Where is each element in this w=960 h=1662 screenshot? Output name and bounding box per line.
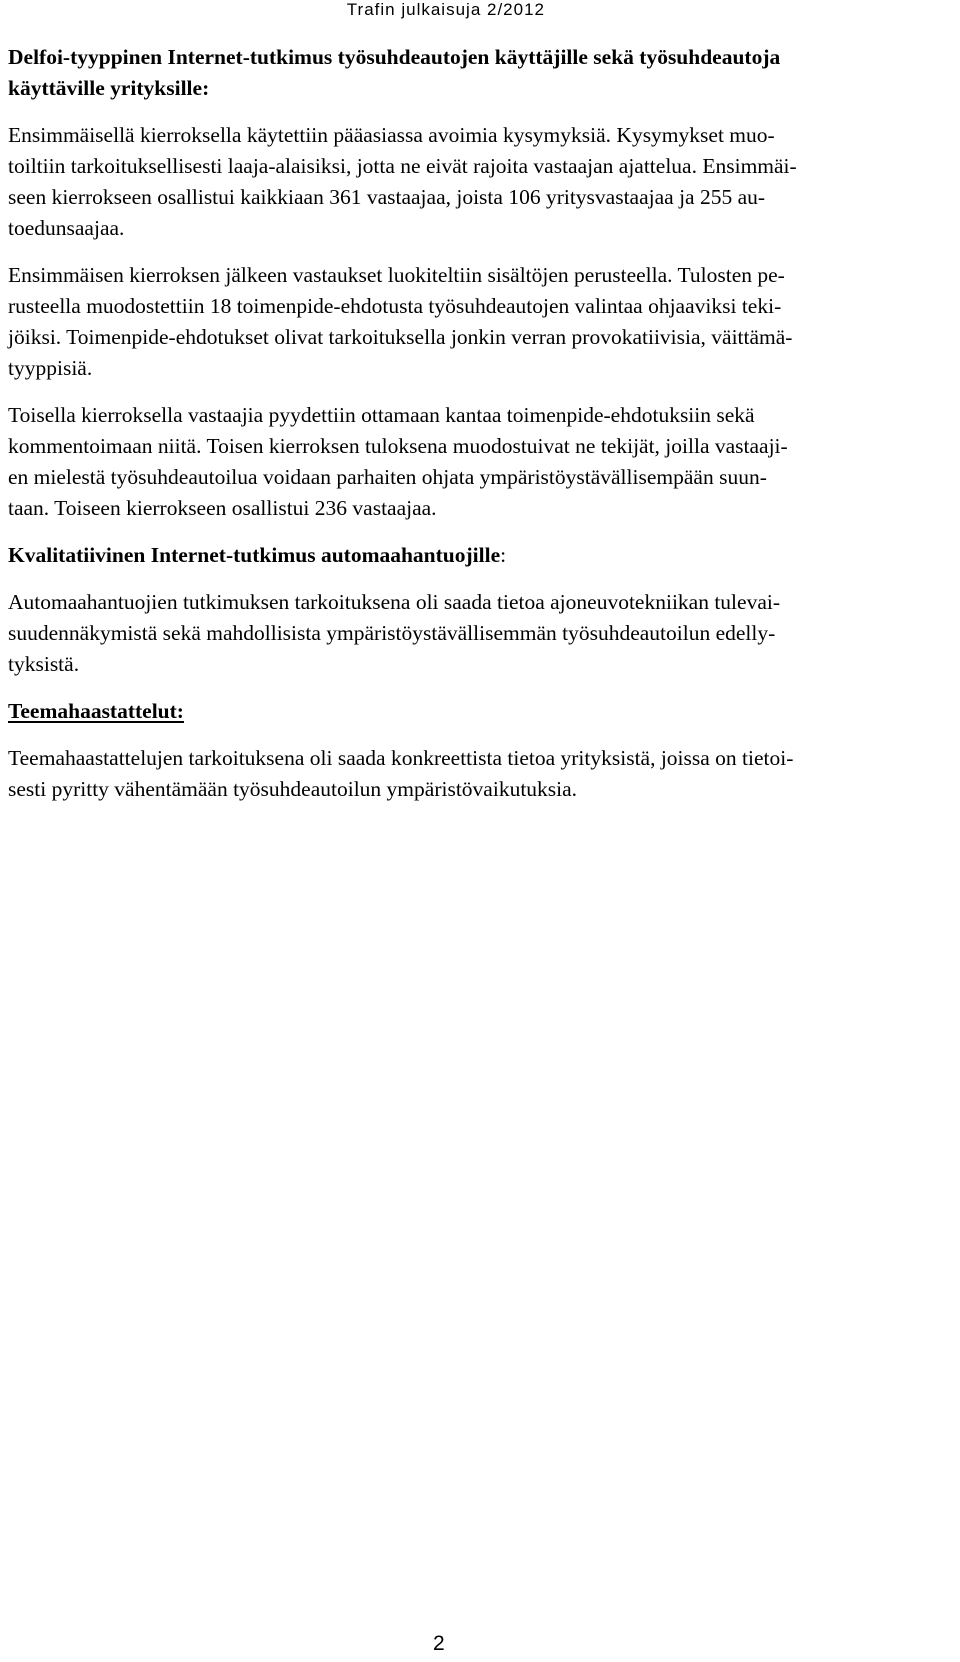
text-line: jöiksi. Toimenpide-ehdotukset olivat tarkoituksella jonkin verran provokatiivisia, väittämä- [8,325,793,349]
text-line: Ensimmäisellä kierroksella käytettiin pääasiassa avoimia kysymyksiä. Kysymykset muo- [8,123,775,147]
heading-line: Teemahaastattelut: [8,699,184,723]
text-line: toedunsaajaa. [8,216,125,240]
text-line: seen kierrokseen osallistui kaikkiaan 361 vastaajaa, joista 106 yritysvastaajaa ja 255 au- [8,185,766,209]
heading-colon: : [500,543,507,567]
document-body [8,42,953,821]
text-line: Toisella kierroksella vastaajia pyydettiin ottamaan kantaa toimenpide-ehdotuksiin sekä [8,403,755,427]
heading-text: Kvalitatiivinen Internet-tutkimus automaahantuojille [8,543,501,567]
text-line: Ensimmäisen kierroksen jälkeen vastaukset luokiteltiin sisältöjen perusteella. Tulosten pe- [8,263,785,287]
text-line: Automaahantuojien tutkimuksen tarkoituksena oli saada tietoa ajoneuvotekniikan tulevai- [8,590,780,614]
page-number: 2 [433,1632,445,1655]
paragraph [8,743,953,805]
text-line: kommentoimaan niitä. Toisen kierroksen tuloksena muodostuivat ne tekijät, joilla vastaaji- [8,434,788,458]
text-line: tyksistä. [8,652,80,676]
text-line: taan. Toiseen kierrokseen osallistui 236 vastaajaa. [8,496,437,520]
text-line: en mielestä työsuhdeautoilua voidaan parhaiten ohjata ympäristöystävällisempään suun- [8,465,767,489]
section-heading-teemahaastattelut [8,696,953,727]
paragraph [8,260,953,384]
section-heading-kvalitatiivinen [8,540,953,571]
heading-line: Delfoi-tyyppinen Internet-tutkimus työsuhdeautojen käyttäjille sekä työsuhdeautoja [8,45,781,69]
section-heading-delfoi [8,42,953,104]
text-line: toiltiin tarkoituksellisesti laaja-alaisiksi, jotta ne eivät rajoita vastaajan ajattelua. Ensimmäi- [8,154,797,178]
heading-line: käyttäville yrityksille: [8,76,210,100]
text-line: Teemahaastattelujen tarkoituksena oli saada konkreettista tietoa yrityksistä, joissa on tietoi- [8,746,794,770]
paragraph [8,120,953,244]
text-line: rusteella muodostettiin 18 toimenpide-ehdotusta työsuhdeautojen valintaa ohjaaviksi teki- [8,294,782,318]
text-line: sesti pyritty vähentämään työsuhdeautoilun ympäristövaikutuksia. [8,777,578,801]
paragraph [8,400,953,524]
text-line: tyyppisiä. [8,356,93,380]
running-header: Trafin julkaisuja 2/2012 [346,0,545,19]
text-line: suudennäkymistä sekä mahdollisista ympäristöystävällisemmän työsuhdeautoilun edelly- [8,621,776,645]
paragraph [8,587,953,680]
